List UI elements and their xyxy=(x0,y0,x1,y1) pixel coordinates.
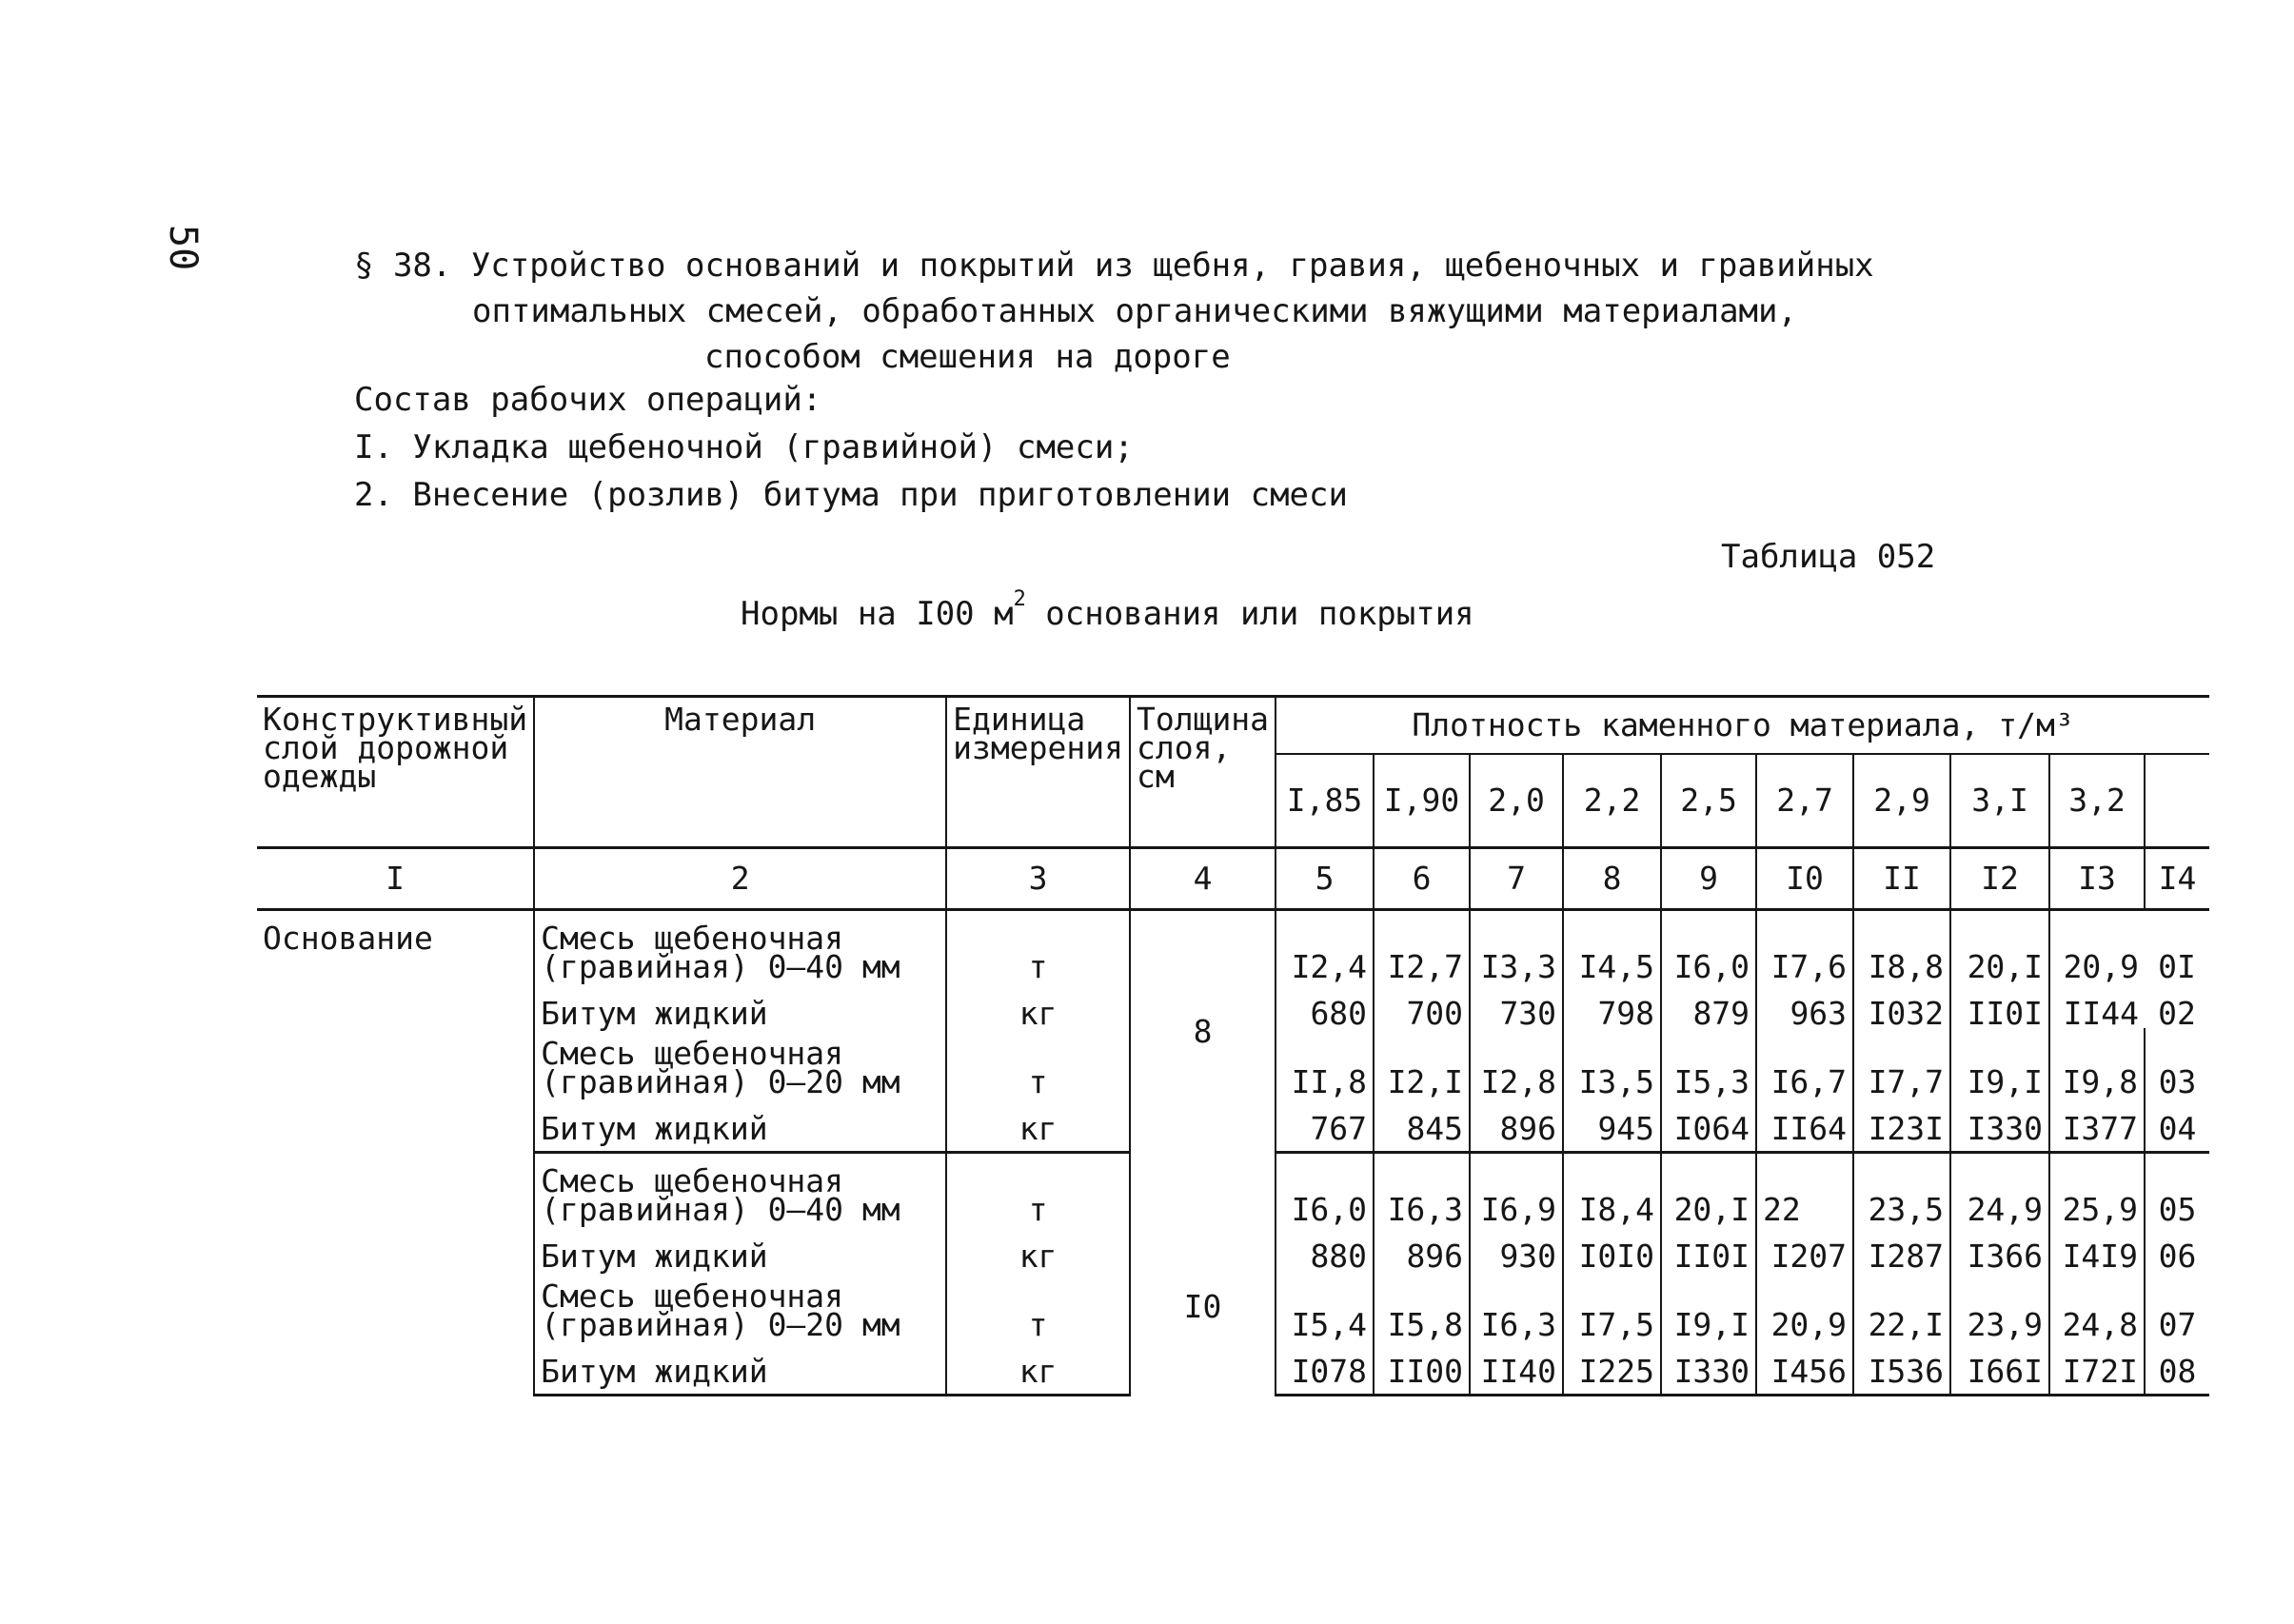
value-cell: I536 xyxy=(1853,1339,1950,1396)
column-number: 6 xyxy=(1374,848,1470,910)
density-value: 2,5 xyxy=(1661,754,1756,848)
value-cell: I66I xyxy=(1950,1339,2049,1396)
value-cell: II0I xyxy=(1661,1224,1756,1271)
value-cell: I2,I xyxy=(1374,1028,1470,1097)
column-number: I0 xyxy=(1756,848,1853,910)
value-cell: I5,4 xyxy=(1276,1271,1374,1339)
value-cell: I72I xyxy=(2049,1339,2145,1396)
value-cell: I330 xyxy=(1661,1339,1756,1396)
value-cell: I6,0 xyxy=(1661,910,1756,982)
value-cell: 25,9 xyxy=(2049,1153,2145,1225)
value-cell: 767 xyxy=(1276,1097,1374,1153)
value-cell: I8,8 xyxy=(1853,910,1950,982)
table-caption: Нормы на I00 $м^2$ основания или покрытия xyxy=(741,587,1474,633)
value-cell: I0I0 xyxy=(1563,1224,1661,1271)
value-cell: I7,6 xyxy=(1756,910,1853,982)
table-label: Таблица 052 xyxy=(1721,538,1936,576)
material-name: Битум жидкий xyxy=(534,1339,946,1396)
value-cell: 20,9 xyxy=(1756,1271,1853,1339)
value-cell: 20,9 xyxy=(2049,910,2145,982)
value-cell: I078 xyxy=(1276,1339,1374,1396)
density-value: 2,7 xyxy=(1756,754,1853,848)
value-cell: I7,7 xyxy=(1853,1028,1950,1097)
value-cell: I6,9 xyxy=(1470,1153,1563,1225)
density-value: I,85 xyxy=(1276,754,1374,848)
unit-cell: т xyxy=(946,1028,1130,1097)
value-cell: 24,9 xyxy=(1950,1153,2049,1225)
value-cell: I6,3 xyxy=(1374,1153,1470,1225)
material-name: Битум жидкий xyxy=(534,981,946,1028)
value-cell: II44 xyxy=(2049,981,2145,1028)
value-cell: I287 xyxy=(1853,1224,1950,1271)
heading-line-2: оптимальных смесей, обработанных органическими вяжущими материалами, xyxy=(472,292,1797,330)
value-cell: 680 xyxy=(1276,981,1374,1028)
value-cell: 880 xyxy=(1276,1224,1374,1271)
material-name: Смесь щебеночная (гравийная) 0–40 мм xyxy=(534,910,946,982)
row-code: 04 xyxy=(2145,1097,2209,1153)
material-name: Смесь щебеночная (гравийная) 0–40 мм xyxy=(534,1153,946,1225)
value-cell: 23,5 xyxy=(1853,1153,1950,1225)
operations-title: Состав рабочих операций: xyxy=(354,381,822,419)
value-cell: 700 xyxy=(1374,981,1470,1028)
operation-item-2: 2. Внесение (розлив) битума при приготовлении смеси xyxy=(354,476,1348,514)
value-cell: I3,5 xyxy=(1563,1028,1661,1097)
heading-line-3: способом смешения на дороге xyxy=(704,338,1231,376)
layer-name xyxy=(257,1153,534,1396)
value-cell: I7,5 xyxy=(1563,1271,1661,1339)
value-cell: 730 xyxy=(1470,981,1563,1028)
value-cell: 930 xyxy=(1470,1224,1563,1271)
value-cell: I456 xyxy=(1756,1339,1853,1396)
value-cell: I330 xyxy=(1950,1097,2049,1153)
header-density: Плотность каменного материала, т/м³ xyxy=(1276,697,2209,755)
column-number: I2 xyxy=(1950,848,2049,910)
value-cell: 20,I xyxy=(1950,910,2049,982)
column-number: II xyxy=(1853,848,1950,910)
unit-cell: кг xyxy=(946,1224,1130,1271)
value-cell: I2,4 xyxy=(1276,910,1374,982)
material-name: Смесь щебеночная (гравийная) 0–20 мм xyxy=(534,1028,946,1097)
value-cell: I225 xyxy=(1563,1339,1661,1396)
density-value: 2,9 xyxy=(1853,754,1950,848)
column-number: I xyxy=(257,848,534,910)
value-cell: I5,8 xyxy=(1374,1271,1470,1339)
material-name: Битум жидкий xyxy=(534,1224,946,1271)
value-cell: II64 xyxy=(1756,1097,1853,1153)
norms-table xyxy=(257,695,2209,1396)
header-layer: Конструктивный слой дорожной одежды xyxy=(257,697,534,848)
value-cell: I377 xyxy=(2049,1097,2145,1153)
value-cell: I5,3 xyxy=(1661,1028,1756,1097)
value-cell: I4,5 xyxy=(1563,910,1661,982)
density-value: 2,0 xyxy=(1470,754,1563,848)
density-value: 2,2 xyxy=(1563,754,1661,848)
value-cell: I6,7 xyxy=(1756,1028,1853,1097)
header-unit: Единица измерения xyxy=(946,697,1130,848)
row-code: 05 xyxy=(2145,1153,2209,1225)
value-cell: I2,7 xyxy=(1374,910,1470,982)
material-name: Смесь щебеночная (гравийная) 0–20 мм xyxy=(534,1271,946,1339)
value-cell: 879 xyxy=(1661,981,1756,1028)
unit-cell: т xyxy=(946,1153,1130,1225)
unit-cell: кг xyxy=(946,981,1130,1028)
column-number: 4 xyxy=(1130,848,1276,910)
value-cell: I9,I xyxy=(1950,1028,2049,1097)
operation-item-1: I. Укладка щебеночной (гравийной) смеси; xyxy=(354,428,1134,466)
norms-table-wrapper xyxy=(257,695,2209,1396)
value-cell: I4I9 xyxy=(2049,1224,2145,1271)
value-cell: I366 xyxy=(1950,1224,2049,1271)
value-cell: I064 xyxy=(1661,1097,1756,1153)
value-cell: 798 xyxy=(1563,981,1661,1028)
column-number: 3 xyxy=(946,848,1130,910)
value-cell: II00 xyxy=(1374,1339,1470,1396)
heading-line-1: § 38. Устройство оснований и покрытий из щебня, гравия, щебеночных и гравийных xyxy=(354,247,1874,285)
column-number: 8 xyxy=(1563,848,1661,910)
value-cell: I207 xyxy=(1756,1224,1853,1271)
value-cell: I23I xyxy=(1853,1097,1950,1153)
value-cell: II0I xyxy=(1950,981,2049,1028)
unit-cell: кг xyxy=(946,1339,1130,1396)
header-material: Материал xyxy=(534,697,946,848)
layer-name: Основание xyxy=(263,920,433,957)
value-cell: I6,0 xyxy=(1276,1153,1374,1225)
value-cell: II40 xyxy=(1470,1339,1563,1396)
column-number: 9 xyxy=(1661,848,1756,910)
row-code: 07 xyxy=(2145,1271,2209,1339)
density-value: 3,I xyxy=(1950,754,2049,848)
value-cell: I9,8 xyxy=(2049,1028,2145,1097)
value-cell: 896 xyxy=(1470,1097,1563,1153)
column-number: 2 xyxy=(534,848,946,910)
value-cell: 20,I xyxy=(1661,1153,1756,1225)
column-number: 5 xyxy=(1276,848,1374,910)
density-value: 3,2 xyxy=(2049,754,2145,848)
density-value: I,90 xyxy=(1374,754,1470,848)
row-code: 02 xyxy=(2158,995,2196,1032)
row-code: 03 xyxy=(2145,1028,2209,1097)
value-cell: 845 xyxy=(1374,1097,1470,1153)
value-cell: I032 xyxy=(1853,981,1950,1028)
row-code: 0I xyxy=(2158,948,2196,985)
value-cell: I3,3 xyxy=(1470,910,1563,982)
thickness-cell: 8 xyxy=(1130,910,1276,1153)
value-cell: II,8 xyxy=(1276,1028,1374,1097)
value-cell: 945 xyxy=(1563,1097,1661,1153)
value-cell: 22,I xyxy=(1853,1271,1950,1339)
column-number: 7 xyxy=(1470,848,1563,910)
unit-cell: кг xyxy=(946,1097,1130,1153)
density-value-empty xyxy=(2145,754,2209,848)
material-name: Битум жидкий xyxy=(534,1097,946,1153)
value-cell: I9,I xyxy=(1661,1271,1756,1339)
value-cell: 22 xyxy=(1756,1153,1853,1225)
value-cell: 23,9 xyxy=(1950,1271,2049,1339)
row-code: 08 xyxy=(2145,1339,2209,1396)
thickness-cell: I0 xyxy=(1130,1153,1276,1396)
column-number: I3 xyxy=(2049,848,2145,910)
value-cell: I2,8 xyxy=(1470,1028,1563,1097)
value-cell: I6,3 xyxy=(1470,1271,1563,1339)
column-number: I4 xyxy=(2145,848,2209,910)
value-cell: I8,4 xyxy=(1563,1153,1661,1225)
page-number: 50 xyxy=(161,225,205,271)
unit-cell: т xyxy=(946,1271,1130,1339)
unit-cell: т xyxy=(946,910,1130,982)
value-cell: 24,8 xyxy=(2049,1271,2145,1339)
value-cell: 963 xyxy=(1756,981,1853,1028)
row-code: 06 xyxy=(2145,1224,2209,1271)
header-thickness: Толщина слоя, см xyxy=(1130,697,1276,848)
value-cell: 896 xyxy=(1374,1224,1470,1271)
